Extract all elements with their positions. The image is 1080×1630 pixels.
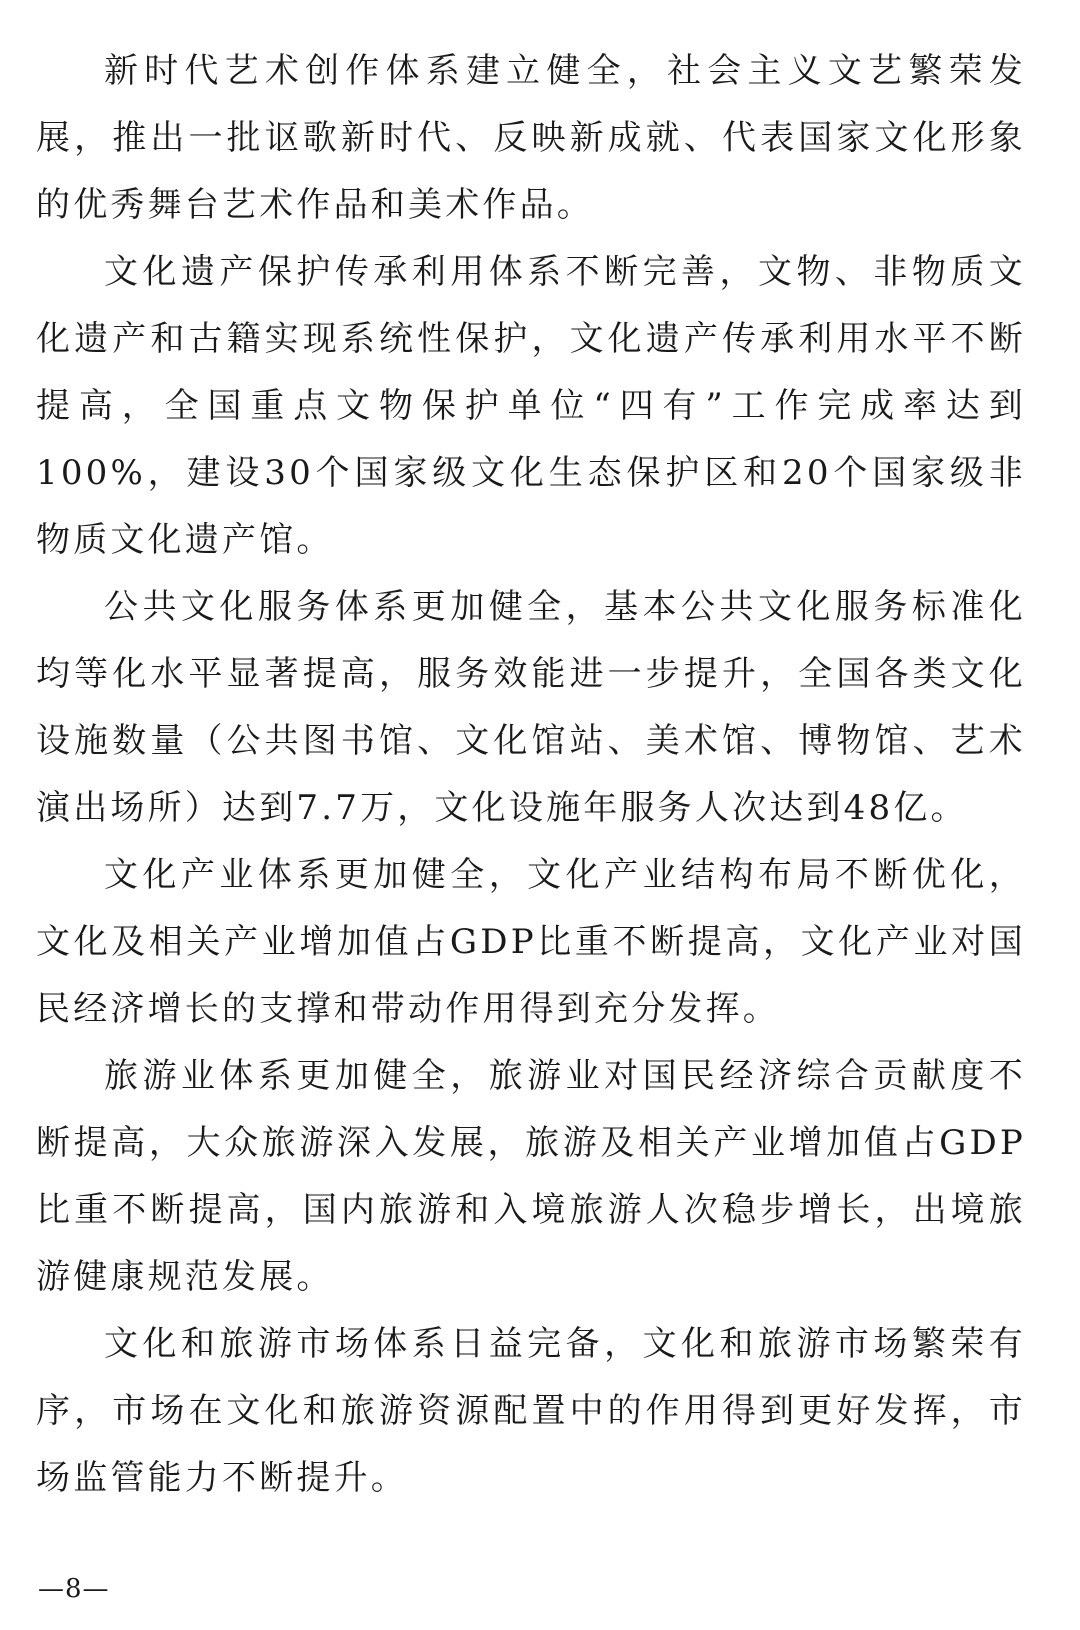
- paragraph-cultural-heritage: 文化遗产保护传承利用体系不断完善，文物、非物质文化遗产和古籍实现系统性保护，文化遗产传承利用水平不断提高，全国重点文物保护单位“四有”工作完成率达到100%，建设30个国家级文化生态保护区和20个国家级非物质文化遗产馆。: [36, 252, 1026, 560]
- document-body: [36, 38, 1026, 1512]
- paragraph-public-cultural-services: 公共文化服务体系更加健全，基本公共文化服务标准化均等化水平显著提高，服务效能进一步提升，全国各类文化设施数量（公共图书馆、文化馆站、美术馆、博物馆、艺术演出场所）达到7.7万，文化设施年服务人次达到48亿。: [36, 587, 1026, 828]
- paragraph-tourism-industry: 旅游业体系更加健全，旅游业对国民经济综合贡献度不断提高，大众旅游深入发展，旅游及相关产业增加值占GDP比重不断提高，国内旅游和入境旅游人次稳步增长，出境旅游健康规范发展。: [36, 1056, 1026, 1297]
- paragraph-cultural-industry: 文化产业体系更加健全，文化产业结构布局不断优化，文化及相关产业增加值占GDP比重不断提高，文化产业对国民经济增长的支撑和带动作用得到充分发挥。: [36, 855, 1026, 1029]
- paragraph-market-system: 文化和旅游市场体系日益完备，文化和旅游市场繁荣有序，市场在文化和旅游资源配置中的作用得到更好发挥，市场监管能力不断提升。: [36, 1324, 1026, 1498]
- paragraph-art-creation: 新时代艺术创作体系建立健全，社会主义文艺繁荣发展，推出一批讴歌新时代、反映新成就、代表国家文化形象的优秀舞台艺术作品和美术作品。: [36, 51, 1026, 225]
- page-number: —8—: [38, 1574, 110, 1604]
